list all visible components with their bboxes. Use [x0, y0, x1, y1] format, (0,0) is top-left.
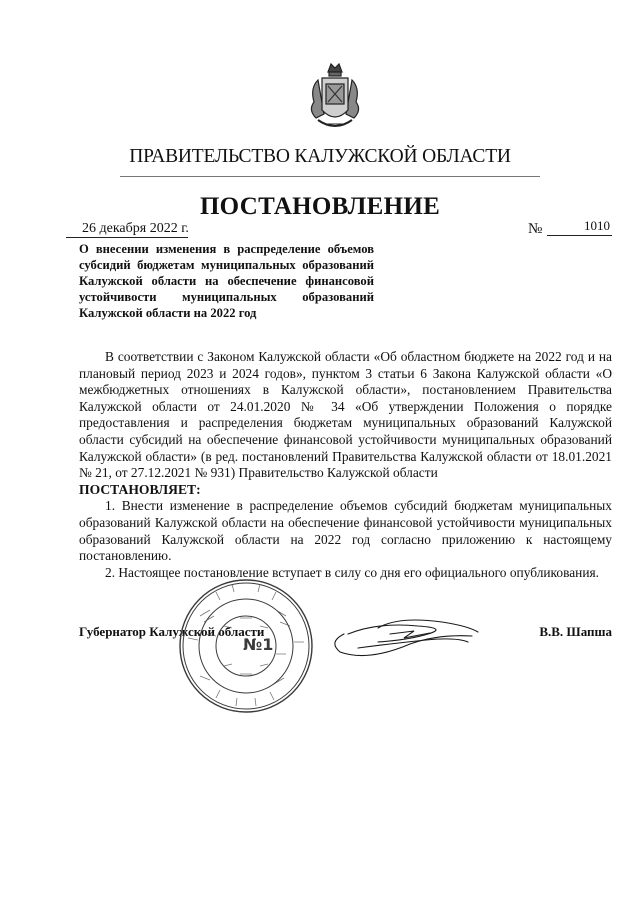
date-underline: [66, 237, 188, 238]
document-type-heading: ПОСТАНОВЛЕНИЕ: [199, 193, 441, 220]
document-subject: О внесении изменения в распределение объемов субсидий бюджетам муниципальных образований Калужской области на обеспечение финансовой устойчивости муниципальных образований Калужской области на 2022 год: [79, 242, 374, 320]
document-number: 1010: [584, 218, 610, 233]
preamble-paragraph: В соответствии с Законом Калужской области «Об областном бюджете на 2022 год и на плановый период 2023 и 2024 годов», пунктом 3 статьи 6 Закона Калужской области «О межбюджетных отношениях в Калужской области», постановлением Правительства Калужской области от 24.01.2020 № 34 «Об утверждении Положения о порядке предоставления и распределения бюджетам муниципальных образований Калужской области субсидий на обеспечение финансовой устойчивости муниципальных образований Калужской области» (в ред. постановлений Правительства Калужской области от 18.01.2021 № 21, от 27.12.2021 № 931) Правительство Калужской области: [79, 349, 612, 481]
title-underline: [120, 176, 540, 177]
organization-title: ПРАВИТЕЛЬСТВО КАЛУЖСКОЙ ОБЛАСТИ: [129, 146, 511, 167]
item-1-paragraph: 1. Внести изменение в распределение объемов субсидий бюджетам муниципальных образований Калужской области на обеспечение финансовой устойчивости муниципальных образований Калужской области на 2022 год согласно приложению к настоящему постановлению.: [79, 498, 612, 564]
signatory-title: Губернатор Калужской области: [79, 624, 265, 639]
signatory-name: В.В. Шапша: [539, 624, 612, 639]
handwritten-signature-icon: [318, 604, 488, 664]
number-underline: [547, 235, 612, 236]
official-seal-icon: [176, 576, 316, 716]
item-2-paragraph: 2. Настоящее постановление вступает в силу со дня его официального опубликования.: [105, 564, 599, 580]
seal-number: №1: [243, 635, 274, 654]
document-body: [79, 349, 612, 581]
number-label: №: [528, 221, 543, 237]
coat-of-arms-icon: [304, 58, 366, 136]
document-date: 26 декабря 2022 г.: [82, 221, 189, 236]
decree-word: ПОСТАНОВЛЯЕТ:: [79, 481, 201, 497]
